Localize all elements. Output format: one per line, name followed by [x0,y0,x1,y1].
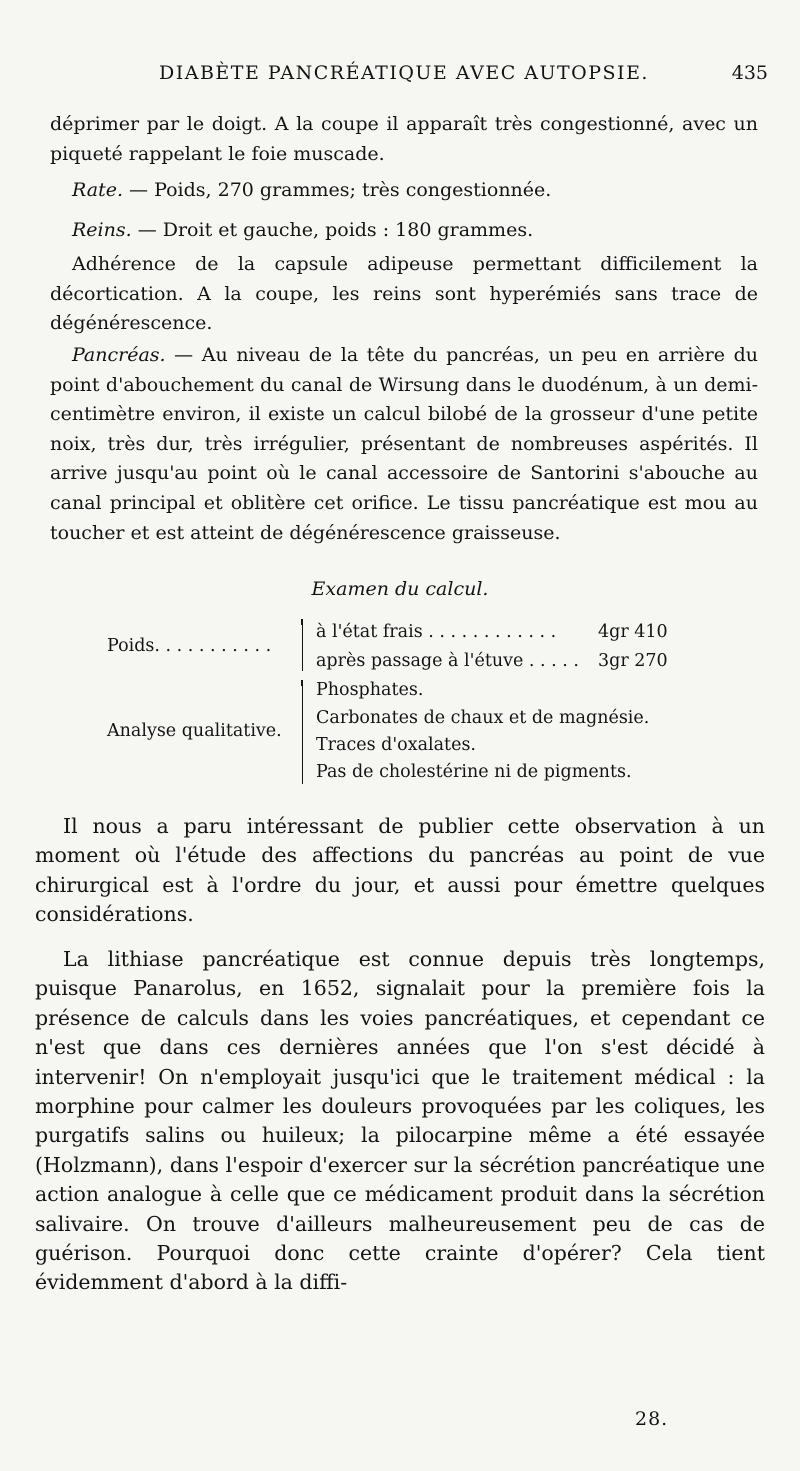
analyse-brace [302,680,309,784]
adherence-text: Adhérence de la capsule adipeuse permettant difficilement la décortication. A la coupe, les reins sont hyperémiés sans trace de dégénérescence. [50,253,758,335]
analyse-row-4: Pas de cholestérine ni de pigments. [316,762,632,782]
paragraph-reins [50,216,758,246]
exam-title: Examen du calcul. [311,578,489,600]
lithiase-text: La lithiase pancréatique est connue depuis très longtemps, puisque Panarolus, en 1652, signalait pour la première fois la présence de calculs dans les voies pancréatiques, et cependant ce n'est que dans ces dernières années que l'on s'est décidé à intervenir! On n'employait jusqu'ici que le traitement médical : la morphine pour calmer les douleurs provoquées par les coliques, les purgatifs salins ou huileux; la pilocarpine même a été essayée (Holzmann), dans l'espoir d'exercer sur la sécrétion pancréatique une action analogue à celle que ce médicament produit dans la sécrétion salivaire. On trouve d'ailleurs malheureusement peu de cas de guérison. Pourquoi donc cette crainte d'opérer? Cela tient évidemment d'abord à la diffi- [35,947,765,1295]
reins-label: Reins. [72,219,132,241]
poids-row-2-value: 3gr 270 [598,651,668,671]
analyse-label: Analyse qualitative. [107,721,282,741]
paragraph-adherence [50,250,758,339]
poids-brace [302,619,309,671]
reins-text: — Droit et gauche, poids : 180 grammes. [131,219,534,241]
paragraph-interest [35,812,765,930]
signature-mark: 28. [635,1408,669,1430]
interest-text: Il nous a paru intéressant de publier cette observation à un moment où l'étude des affections du pancréas au point de vue chirurgical est à l'ordre du jour, et aussi pour émettre quelques considérations. [35,814,765,927]
running-header [40,62,768,92]
pancreas-text: — Au niveau de la tête du pancréas, un peu en arrière du point d'abouchement du canal de Wirsung dans le duodénum, à un demi-centimètre environ, il existe un calcul bilobé de la grosseur d'une petite noix, très dur, très irrégulier, présentant de nombreuses aspérités. Il arrive jusqu'au point où le canal accessoire de Santorini s'abouche au canal principal et oblitère cet orifice. Le tissu pancréatique est mou au toucher et est atteint de dégénérescence graisseuse. [50,344,758,544]
analyse-row-2: Carbonates de chaux et de magnésie. [316,708,650,728]
running-title: DIABÈTE PANCRÉATIQUE AVEC AUTOPSIE. [159,62,649,84]
paragraph-lithiase [35,945,765,1298]
pancreas-label: Pancréas. [72,344,166,366]
paragraph-rate [50,176,758,206]
poids-label: Poids. . . . . . . . . . . [107,636,272,656]
paragraph-continuation: déprimer par le doigt. A la coupe il apparaît très congestionné, avec un piqueté rappelant le foie muscade. [50,113,758,165]
poids-row-1-value: 4gr 410 [598,622,668,642]
paragraph-pancreas [50,341,758,548]
analyse-row-1: Phosphates. [316,680,424,700]
poids-row-1-label: à l'état frais . . . . . . . . . . . . [316,622,557,642]
page-number: 435 [731,62,768,84]
poids-row-2-label: après passage à l'étuve . . . . . [316,651,579,671]
rate-label: Rate. [72,179,123,201]
rate-text: — Poids, 270 grammes; très congestionnée. [123,179,552,201]
analyse-row-3: Traces d'oxalates. [316,735,476,755]
